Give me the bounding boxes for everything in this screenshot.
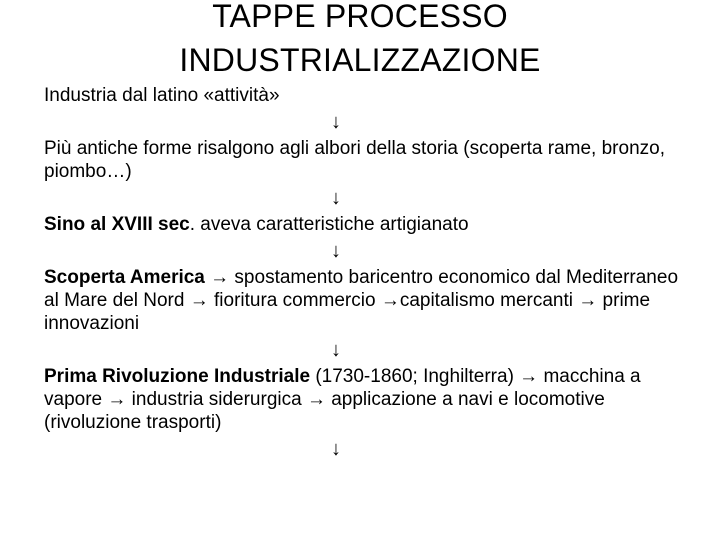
section-scoperta-america [44,266,684,335]
down-arrow-icon: ↓ [331,339,341,361]
section-scoperta-america-bold: Scoperta America [44,267,205,288]
title-line-2: INDUSTRIALIZZAZIONE [179,42,541,78]
section-xviii-sec-text: . aveva caratteristiche artigianato [189,214,469,235]
section-xviii-sec-bold: Sino al XVIII sec [44,214,190,235]
section-industria-text: Industria dal latino «attività» [44,85,280,106]
down-arrow-icon: ↓ [331,187,341,209]
down-arrow-icon: ↓ [331,240,341,262]
section-prima-rivoluzione-bold: Prima Rivoluzione Industriale [44,366,311,387]
section-industria [44,84,684,107]
section-antiche-forme-text: Più antiche forme risalgono agli albori della storia (scoperta rame, bronzo, piombo…) [44,138,665,182]
slide-content [44,84,684,464]
title-line-1: TAPPE PROCESSO [212,0,508,34]
down-arrow-icon: ↓ [331,111,341,133]
section-scoperta-america-text: → spostamento baricentro economico dal Mediterraneo al Mare del Nord → fioritura commercio →capitalismo mercanti → prime innovazioni [44,267,679,334]
section-prima-rivoluzione [44,365,684,434]
section-antiche-forme [44,137,684,183]
down-arrow-icon: ↓ [331,438,341,460]
section-xviii-sec [44,213,684,236]
section-prima-rivoluzione-text: (1730-1860; Inghilterra) → macchina a vapore → industria siderurgica → applicazione a navi e locomotive (rivoluzione trasporti) [44,366,641,433]
slide-title [0,0,720,82]
